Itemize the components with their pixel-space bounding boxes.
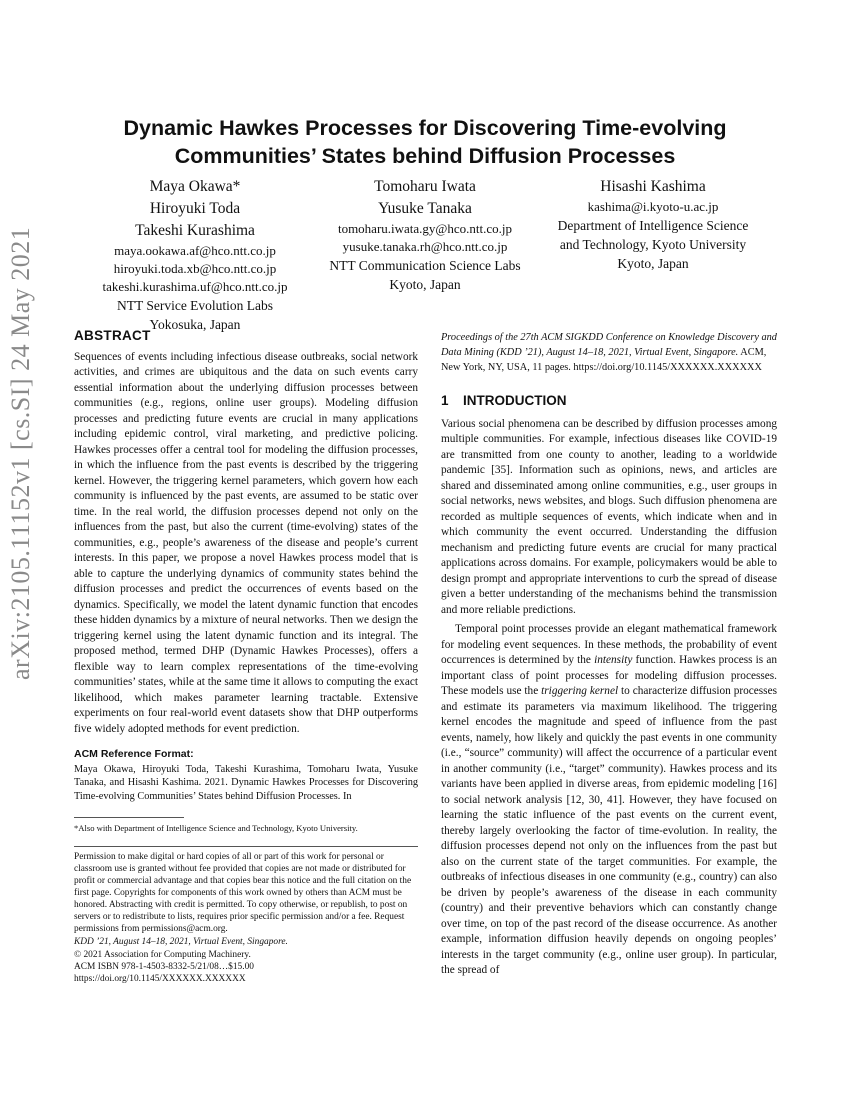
footnote-rule — [74, 817, 184, 818]
author-name: Takeshi Kurashima — [135, 222, 255, 239]
footnote: *Also with Department of Intelligence Science and Technology, Kyoto University. — [74, 823, 358, 833]
section-heading-introduction — [441, 393, 777, 409]
text-run: function. Hawkes process is an important class of point processes for modeling diffusion processes. These models use the — [441, 654, 777, 697]
text-run: to characterize diffusion processes and estimate its parameters via maximum likelihood. The triggering kernel encodes the magnitude and speed of influence from the past events, namely, how likely and quickly the past events in one community (i.e., “source” community) will affect the occurrence of a particular event in another community (i.e., “target” community). Hawkes process and its variants have been applied in diverse areas, from epidemic modeling [16] to social network analysis [12, 30, 41]. However, they have focused on learning the static influence of the past events on the current event, thereby largely overlooking the factor of time-evolution. In reality, the diffusion processes depend not only on the influences from the past but also on the current state of the target communities. For example, the outbreaks of infectious diseases in one community (e.g., country) can also be driven by people’s awareness of the disease in each community (country) and their preventive behaviors which can constantly change over time, on top of the past record of the disease occurrence. As another example, information diffusion heavily depends on ongoing peoples’ interests in the target community (e.g., online user group). In particular, the spread of — [441, 685, 777, 976]
acm-reference-text: Maya Okawa, Hiroyuki Toda, Takeshi Kurashima, Tomoharu Iwata, Yusuke Tanaka, and Hisashi Kashima. 2021. Dynamic Hawkes Processes for Discovering Time-evolving Communities’ States behind Diffusion Processes. In — [74, 763, 418, 802]
proceedings-details: ACM, New York, NY, USA, 11 pages. https://doi.org/10.1145/XXXXXX.XXXXXX — [441, 347, 767, 373]
abstract-heading: ABSTRACT — [74, 328, 151, 343]
author-name: Maya Okawa* — [149, 178, 241, 195]
abstract-text: Sequences of events including infectious disease outbreaks, social network activities, and crimes are ubiquitous and the data on such events carry essential information about the underlying diffusion processes between communities (e.g., regions, online user groups). Modeling diffusion processes and predicting future events are crucial in many applications including epidemic control, viral marketing, and predictive policing. Hawkes processes offer a central tool for modeling the diffusion processes, in which the influence from the past events is described by the triggering kernel. However, the triggering kernel parameters, which govern how each community is influenced by the past events, are assumed to be static over time. In the real world, the diffusion processes depend not only on the influences from the past, but also the current (time-evolving) states of the communities, e.g., people’s awareness of the disease and people’s current interests. In this paper, we propose a novel Hawkes process model that is able to capture the underlying dynamics of community states behind the diffusion processes and predict the occurrences of events based on the dynamics. Specifically, we model the latent dynamic function that encodes these hidden dynamics by a mixture of neural networks. Then we design the triggering kernel using the latent dynamic function and its integral. The proposed method, termed DHP (Dynamic Hawkes Processes), offers a flexible way to learn complex representations of the time-evolving communities’ states, while at the same time it allows to computing the exact likelihood, which makes parameter learning tractable. Extensive experiments on four real-world event datasets show that DHP outperforms five widely adopted methods for event prediction. — [74, 350, 418, 735]
doi-line: https://doi.org/10.1145/XXXXXX.XXXXXX — [74, 974, 246, 985]
section-title: INTRODUCTION — [463, 393, 567, 408]
isbn-line: ACM ISBN 978-1-4503-8332-5/21/08…$15.00 — [74, 962, 254, 973]
author-email: tomoharu.iwata.gy@hco.ntt.co.jp — [337, 221, 513, 236]
author-location: Kyoto, Japan — [389, 277, 461, 292]
author-name: Yusuke Tanaka — [378, 200, 472, 217]
left-column — [74, 328, 418, 985]
conference-line: KDD ’21, August 14–18, 2021, Virtual Event, Singapore. — [74, 937, 288, 948]
author-block-1 — [70, 176, 320, 334]
section-number: 1 — [441, 393, 449, 408]
paper-title: Dynamic Hawkes Processes for Discovering Time-evolving Communities’ States behind Diffusion Processes — [123, 116, 727, 168]
permission-notice: Permission to make digital or hard copies of all or part of this work for personal or classroom use is granted without fee provided that copies are not made or distributed for profit or commercial advantage and that copies bear this notice and the full citation on the first page. Copyrights for components of this work owned by others than ACM must be honored. Abstracting with credit is permitted. To copy otherwise, or republish, to post on servers or to redistribute to lists, requires prior specific permission and/or a fee. Request permissions from permissions@acm.org. — [74, 852, 412, 935]
author-affiliation: and Technology, Kyoto University — [559, 237, 747, 252]
author-email: takeshi.kurashima.uf@hco.ntt.co.jp — [102, 279, 288, 294]
author-location: Yokosuka, Japan — [149, 317, 241, 332]
author-location: Kyoto, Japan — [617, 256, 689, 271]
text-run: Temporal point processes provide an elegant mathematical framework for modeling event sequences. In these methods, the probability of event occurrences is determined by the — [441, 623, 777, 666]
copyright-line: © 2021 Association for Computing Machinery. — [74, 950, 251, 961]
emphasis-intensity: intensity — [594, 654, 633, 666]
author-name: Hisashi Kashima — [600, 178, 706, 195]
author-email: kashima@i.kyoto-u.ac.jp — [587, 199, 719, 214]
intro-paragraph-1: Various social phenomena can be described by diffusion processes among multiple communities. For example, infectious diseases like COVID-19 are transmitted from one county to another, leading to a worldwide pandemic [35]. Information such as opinions, news, and articles are shared and disseminated among online communities, e.g., user groups in social networks, news websites, and blogs. Such diffusion phenomena are recorded as multiple sequences of events, which indicate when and in which community the event occurred. Understanding the diffusion mechanism and predicting future events are crucial for many practical applications across domains. For example, policymakers would be able to design prompt and appropriate interventions to curb the spread of disease given a better understanding of the mechanisms behind the transmission and more reliable predictions. — [441, 417, 777, 616]
proceedings-note — [441, 330, 777, 375]
right-column — [441, 330, 777, 979]
author-affiliation: NTT Communication Science Labs — [329, 258, 521, 273]
permission-rule — [74, 846, 418, 847]
author-email: yusuke.tanaka.rh@hco.ntt.co.jp — [342, 239, 508, 254]
author-name: Hiroyuki Toda — [149, 200, 241, 217]
author-email: maya.ookawa.af@hco.ntt.co.jp — [114, 243, 276, 258]
author-affiliation: NTT Service Evolution Labs — [116, 298, 274, 313]
author-affiliation: Department of Intelligence Science — [557, 218, 749, 233]
author-block-2 — [300, 176, 550, 294]
emphasis-triggering-kernel: triggering kernel — [541, 685, 619, 697]
author-block-3 — [528, 176, 778, 273]
intro-paragraph-2 — [441, 622, 777, 979]
proceedings-title: Proceedings of the 27th ACM SIGKDD Conference on Knowledge Discovery and Data Mining (KDD ’21), August 14–18, 2021, Virtual Event, Singapore. — [441, 332, 777, 358]
arxiv-stamp: arXiv:2105.11152v1 [cs.SI] 24 May 2021 — [6, 226, 35, 680]
acm-reference-heading: ACM Reference Format: — [74, 748, 194, 760]
author-email: hiroyuki.toda.xb@hco.ntt.co.jp — [113, 261, 277, 276]
author-name: Tomoharu Iwata — [374, 178, 476, 195]
